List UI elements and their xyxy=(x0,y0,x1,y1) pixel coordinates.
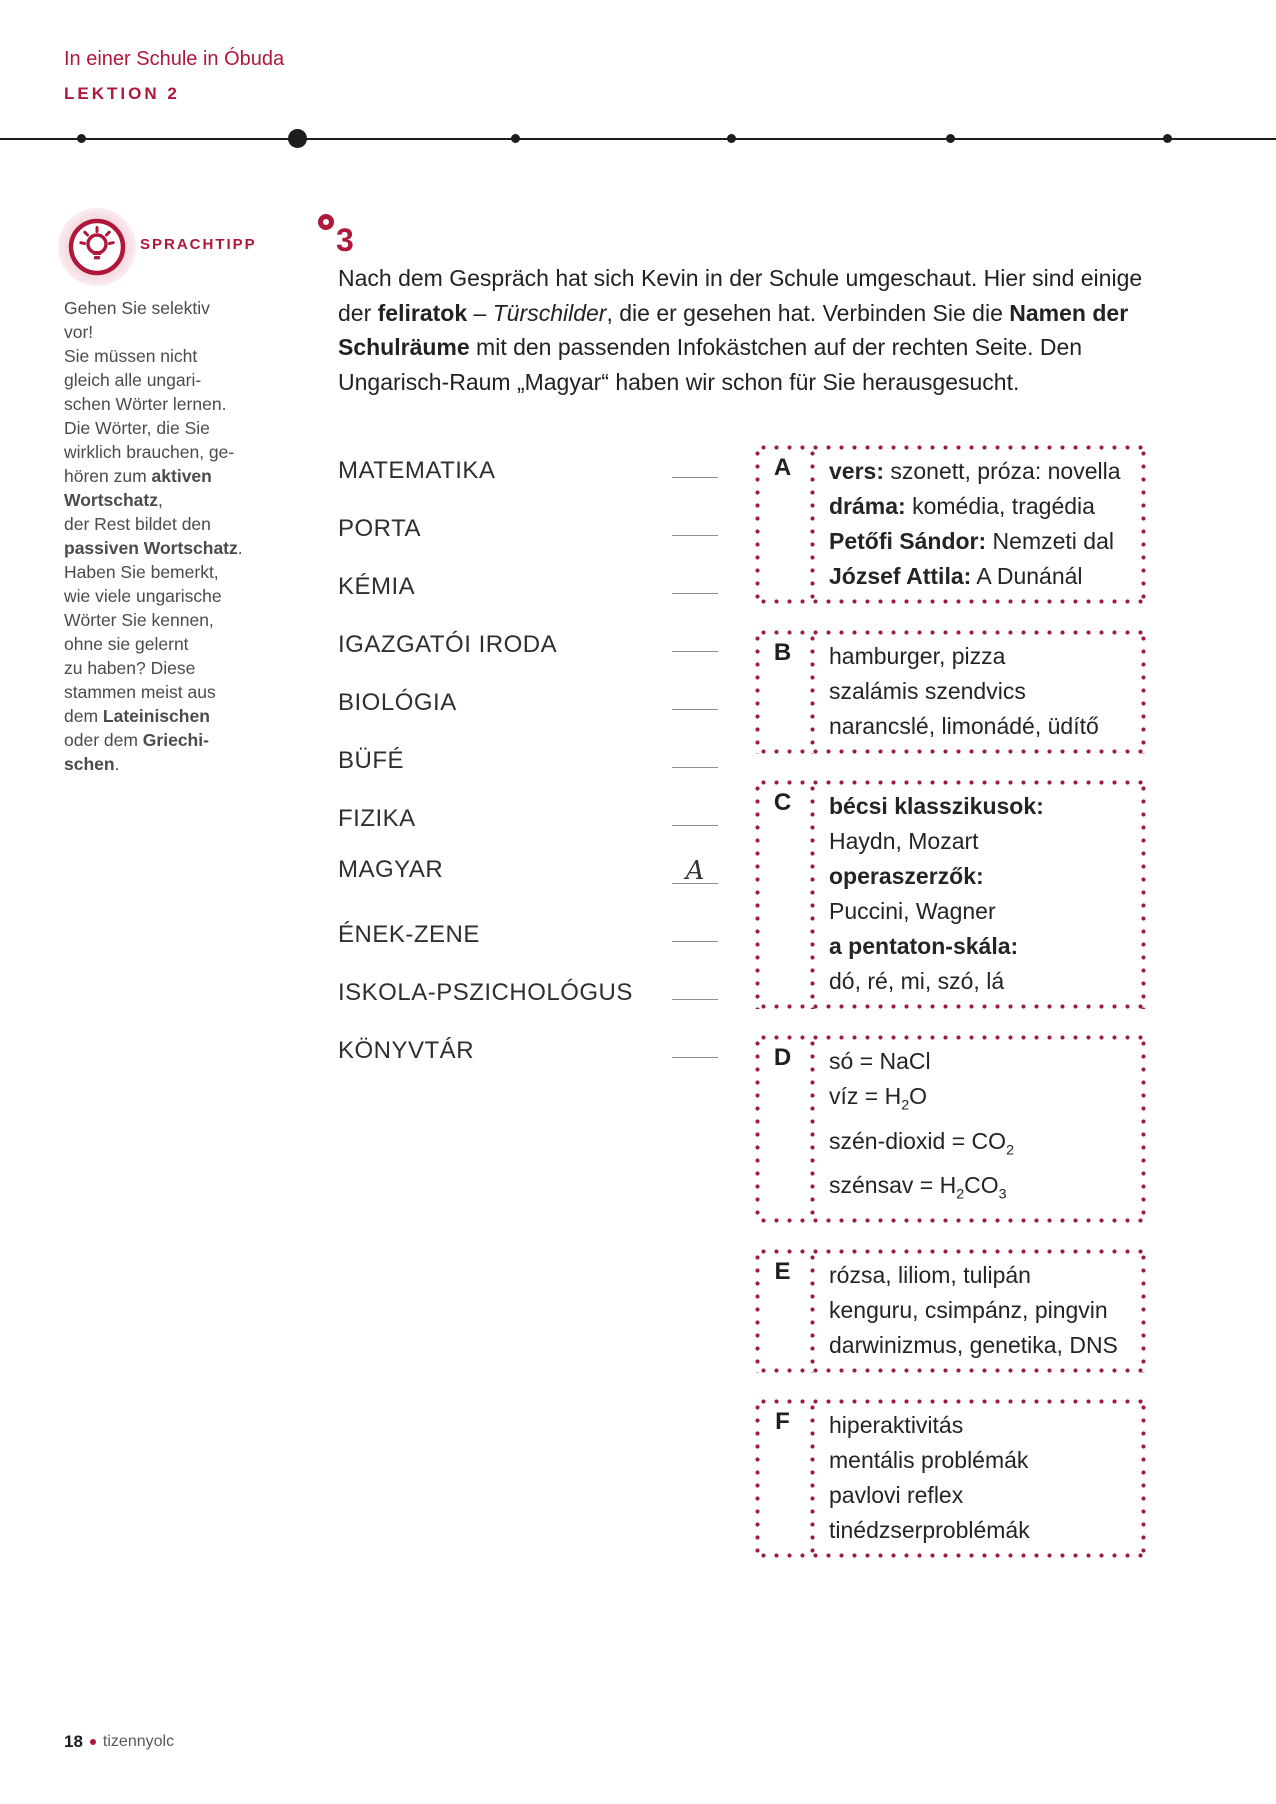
tip-line: schen Wörter lernen. xyxy=(64,394,227,414)
box-line: hamburger, pizza xyxy=(829,643,1006,669)
box-line: darwinizmus, genetika, DNS xyxy=(829,1331,1118,1358)
tip-line: zu haben? Diese xyxy=(64,658,196,678)
dotted-border-divider xyxy=(810,1035,815,1223)
tip-line: oder dem Griechi- xyxy=(64,730,209,750)
box-line: Puccini, Wagner xyxy=(829,898,996,924)
tip-line: Sie müssen nicht xyxy=(64,346,198,366)
sprachtipp-title: SPRACHTIPP xyxy=(140,236,257,253)
tip-line: Haben Sie bemerkt, xyxy=(64,562,219,582)
box-line: bécsi klasszikusok: xyxy=(829,793,1044,819)
box-line: vers: szonett, próza: novella xyxy=(829,458,1121,484)
dotted-border-divider xyxy=(810,630,815,754)
box-content xyxy=(829,630,1146,754)
dotted-border-right xyxy=(1141,630,1146,754)
room-label: ÉNEK-ZENE xyxy=(338,921,480,948)
info-box-c xyxy=(755,780,1146,1009)
exercise-ring-icon xyxy=(318,214,334,230)
room-row xyxy=(338,448,718,506)
room-label: KÖNYVTÁR xyxy=(338,1037,475,1064)
dotted-border-divider xyxy=(810,1249,815,1373)
box-letter: A xyxy=(773,454,792,481)
box-line: kenguru, csimpánz, pingvin xyxy=(829,1296,1108,1323)
room-label: KÉMIA xyxy=(338,573,416,600)
box-letter: C xyxy=(773,789,792,816)
info-box-f xyxy=(755,1399,1146,1558)
box-letter: F xyxy=(775,1407,790,1435)
room-label: FIZIKA xyxy=(338,805,416,832)
tip-line: stammen meist aus xyxy=(64,682,216,702)
tip-line: Wortschatz, xyxy=(64,490,163,510)
box-letter: D xyxy=(773,1044,792,1071)
room-list xyxy=(338,448,718,1086)
answer-blank[interactable] xyxy=(672,796,718,826)
dotted-border-right xyxy=(1141,1399,1146,1558)
tip-line: dem Lateinischen xyxy=(64,706,210,726)
footer-dot-icon xyxy=(90,1739,96,1745)
page-number: 18 xyxy=(64,1732,83,1751)
rule-dot-large xyxy=(288,129,307,148)
answer-blank[interactable] xyxy=(672,448,718,478)
box-line: pavlovi reflex xyxy=(829,1481,964,1508)
room-label: IGAZGATÓI IRODA xyxy=(338,631,558,658)
info-box-d xyxy=(755,1035,1146,1223)
header-rule xyxy=(0,138,1276,140)
info-box-a xyxy=(755,445,1146,604)
room-label: BÜFÉ xyxy=(338,747,405,774)
box-line: szén-dioxid = $CO_2$ xyxy=(829,1127,1014,1159)
answer-blank[interactable] xyxy=(672,622,718,652)
rule-dot xyxy=(727,134,736,143)
box-line: só = NaCl xyxy=(829,1048,931,1074)
room-row xyxy=(338,680,718,738)
box-letter: E xyxy=(774,1257,791,1285)
dotted-border-divider xyxy=(810,780,815,1009)
answer-letter: A xyxy=(685,856,705,886)
box-line: szalámis szendvics xyxy=(829,678,1026,704)
room-row xyxy=(338,564,718,622)
answer-blank[interactable] xyxy=(672,912,718,942)
room-label: BIOLÓGIA xyxy=(338,689,457,716)
box-line: Haydn, Mozart xyxy=(829,828,979,854)
dotted-border-right xyxy=(1141,445,1146,604)
tip-line: Wörter Sie kennen, xyxy=(64,610,214,630)
lesson-label: LEKTION 2 xyxy=(64,84,180,103)
room-label: MATEMATIKA xyxy=(338,457,496,484)
info-box-b xyxy=(755,630,1146,754)
rule-dot xyxy=(77,134,86,143)
box-letter: B xyxy=(773,639,792,666)
dotted-border-divider xyxy=(810,1399,815,1558)
answer-blank[interactable] xyxy=(672,506,718,536)
dotted-border-right xyxy=(1141,780,1146,1009)
info-box-e xyxy=(755,1249,1146,1373)
info-boxes xyxy=(755,445,1146,1584)
rule-dot xyxy=(511,134,520,143)
box-content xyxy=(829,780,1146,1009)
room-row xyxy=(338,1028,718,1086)
page-number-word: tizennyolc xyxy=(102,1733,175,1750)
tip-line: schen. xyxy=(64,754,120,774)
rule-dot xyxy=(946,134,955,143)
room-label: MAGYAR xyxy=(338,856,444,883)
box-line: József Attila: A Dunánál xyxy=(829,563,1083,589)
dotted-border-right xyxy=(1141,1249,1146,1373)
tip-line: Die Wörter, die Sie xyxy=(64,418,210,438)
box-line: narancslé, limonádé, üdítő xyxy=(829,713,1099,739)
answer-blank[interactable] xyxy=(672,738,718,768)
exercise-number: 3 xyxy=(336,222,354,258)
answer-blank[interactable] xyxy=(672,970,718,1000)
tip-line: passiven Wortschatz. xyxy=(64,538,243,558)
box-line: operaszerzők: xyxy=(829,863,984,889)
room-row xyxy=(338,796,718,854)
room-row xyxy=(338,970,718,1028)
room-row xyxy=(338,622,718,680)
box-content xyxy=(829,445,1146,604)
box-line: dráma: komédia, tragédia xyxy=(829,493,1095,519)
dotted-border-right xyxy=(1141,1035,1146,1223)
answer-blank[interactable] xyxy=(672,680,718,710)
page-footer xyxy=(64,1732,174,1752)
tip-line: wie viele ungarische xyxy=(64,586,222,606)
box-line: szénsav = $H_2CO_3$ xyxy=(829,1172,1007,1203)
exercise-instructions: Nach dem Gespräch hat sich Kevin in der Schule umgeschaut. Hier sind einige der feliratok – Türschilder, die er gesehen hat. Verbinden Sie die Namen der Schulräume mit den passenden Infokästchen auf der rechten Seite. Den Ungarisch-Raum „Magyar“ haben wir schon für Sie herausgesucht. xyxy=(338,265,1143,395)
answer-blank[interactable] xyxy=(672,564,718,594)
dotted-border-divider xyxy=(810,445,815,604)
sprachtipp-text xyxy=(64,296,279,776)
lightbulb-icon xyxy=(65,215,129,279)
room-row xyxy=(338,854,718,912)
box-content xyxy=(829,1035,1146,1223)
box-line: hiperaktivitás xyxy=(829,1411,964,1438)
room-row xyxy=(338,738,718,796)
box-line: dó, ré, mi, szó, lá xyxy=(829,968,1005,994)
box-content xyxy=(829,1249,1146,1373)
answer-blank[interactable] xyxy=(672,1028,718,1058)
tip-line: Gehen Sie selektiv xyxy=(64,298,210,318)
rule-dot xyxy=(1163,134,1172,143)
box-line: rózsa, liliom, tulipán xyxy=(829,1261,1031,1288)
tip-line: wirklich brauchen, ge- xyxy=(64,442,235,462)
box-line: mentális problémák xyxy=(829,1446,1029,1473)
answer-blank[interactable] xyxy=(672,854,718,884)
box-line: a pentaton-skála: xyxy=(829,933,1019,959)
tip-line: der Rest bildet den xyxy=(64,514,211,534)
sprachtipp-icon-halo xyxy=(58,208,136,286)
box-line: tinédzserproblémák xyxy=(829,1516,1030,1543)
room-label: PORTA xyxy=(338,515,421,542)
series-title: In einer Schule in Óbuda xyxy=(64,48,285,70)
room-row xyxy=(338,506,718,564)
box-line: víz = $H_2O$ xyxy=(829,1083,928,1114)
tip-line: ohne sie gelernt xyxy=(64,634,189,654)
box-line: Petőfi Sándor: Nemzeti dal xyxy=(829,528,1114,554)
tip-line: vor! xyxy=(64,322,94,342)
tip-line: hören zum aktiven xyxy=(64,466,212,486)
box-content xyxy=(829,1399,1146,1558)
tip-line: gleich alle ungari- xyxy=(64,370,202,390)
room-row xyxy=(338,912,718,970)
room-label: ISKOLA-PSZICHOLÓGUS xyxy=(338,979,633,1006)
